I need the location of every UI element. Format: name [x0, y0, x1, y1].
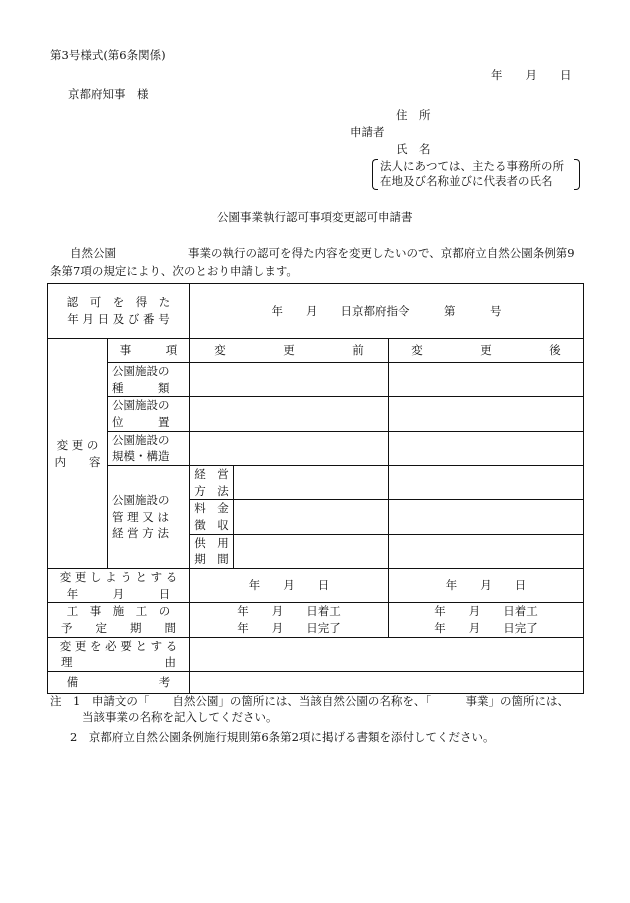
fee-label: 料 金 徴 収 [190, 500, 234, 534]
intro-line-1: 事業の執行の認可を得た内容を変更したいので、京都府立自然公園条例第9 [188, 246, 575, 260]
facility-location-label: 公園施設の 位 置 [108, 397, 190, 431]
approval-value[interactable]: 年 月 日京都府指令 第 号 [190, 284, 584, 339]
change-date-label: 変 更 し よ う と す る 年 月 日 [48, 569, 190, 603]
remarks-label: 備 考 [48, 672, 190, 694]
address-label: 住 所 [396, 108, 431, 122]
facility-scale-row [48, 431, 584, 465]
service-period-label: 供 用 期 間 [190, 534, 234, 568]
construction-period-row [48, 603, 584, 637]
change-header-row [48, 339, 584, 363]
intro-park-name: 自然公園 [70, 246, 116, 260]
facility-type-label: 公園施設の 種 類 [108, 363, 190, 397]
service-period-before[interactable] [234, 534, 389, 568]
fee-after[interactable] [389, 500, 584, 534]
note-1-line-1: 注 1 申請文の「 自然公園」の箇所には、当該自然公園の名称を、「 事業」の箇所には、 [50, 694, 570, 708]
facility-type-before[interactable] [190, 363, 389, 397]
addressee: 京都府知事 様 [68, 87, 149, 101]
note-1-line-2: 当該事業の名称を記入してください。 [82, 710, 278, 724]
note-2: 2 京都府立自然公園条例施行規則第6条第2項に掲げる書類を添付してください。 [70, 730, 495, 744]
reason-label: 変 更 を 必 要 と す る 理 由 [48, 637, 190, 671]
fee-before[interactable] [234, 500, 389, 534]
name-label: 氏 名 [396, 142, 431, 156]
date-line: 年 月 日 [491, 68, 572, 82]
reason-row [48, 637, 584, 671]
facility-location-row [48, 397, 584, 431]
facility-scale-after[interactable] [389, 431, 584, 465]
corporate-note-bracket [372, 159, 580, 190]
management-method-row [48, 466, 584, 500]
facility-type-row [48, 363, 584, 397]
corporate-note-line-1: 法人にあつては、主たる事務所の所 [380, 159, 564, 173]
facility-type-after[interactable] [389, 363, 584, 397]
service-period-after[interactable] [389, 534, 584, 568]
remarks-row [48, 672, 584, 694]
approval-row [48, 284, 584, 339]
facility-location-after[interactable] [389, 397, 584, 431]
document-title: 公園事業執行認可事項変更認可申請書 [217, 210, 413, 224]
management-label: 公園施設の 管 理 又 は 経 営 方 法 [108, 466, 190, 569]
facility-scale-label: 公園施設の 規模・構造 [108, 431, 190, 465]
construction-period-after[interactable]: 年 月 日着工 年 月 日完了 [389, 603, 584, 637]
reason-value[interactable] [190, 637, 584, 671]
left-bracket [372, 159, 378, 190]
corporate-note-line-2: 在地及び名称並びに代表者の氏名 [380, 174, 553, 188]
change-date-after[interactable]: 年 月 日 [389, 569, 584, 603]
form-number: 第3号様式(第6条関係) [50, 48, 166, 62]
approval-label: 認 可 を 得 た 年 月 日 及 び 番 号 [48, 284, 190, 339]
construction-period-before[interactable]: 年 月 日着工 年 月 日完了 [190, 603, 389, 637]
change-date-before[interactable]: 年 月 日 [190, 569, 389, 603]
before-header: 変 更 前 [190, 339, 389, 363]
applicant-label: 申請者 [350, 125, 385, 139]
mgmt-method-after[interactable] [389, 466, 584, 500]
mgmt-method-before[interactable] [234, 466, 389, 500]
construction-period-label: 工 事 施 工 の 予 定 期 間 [48, 603, 190, 637]
facility-location-before[interactable] [190, 397, 389, 431]
application-table [47, 283, 584, 694]
after-header: 変 更 後 [389, 339, 584, 363]
intro-line-2: 条第7項の規定により、次のとおり申請します。 [50, 264, 298, 278]
right-bracket [574, 159, 580, 190]
mgmt-method-label: 経 営 方 法 [190, 466, 234, 500]
item-header: 事 項 [108, 339, 190, 363]
facility-scale-before[interactable] [190, 431, 389, 465]
remarks-value[interactable] [190, 672, 584, 694]
change-content-label: 変 更 の 内 容 [48, 339, 108, 569]
change-date-row [48, 569, 584, 603]
